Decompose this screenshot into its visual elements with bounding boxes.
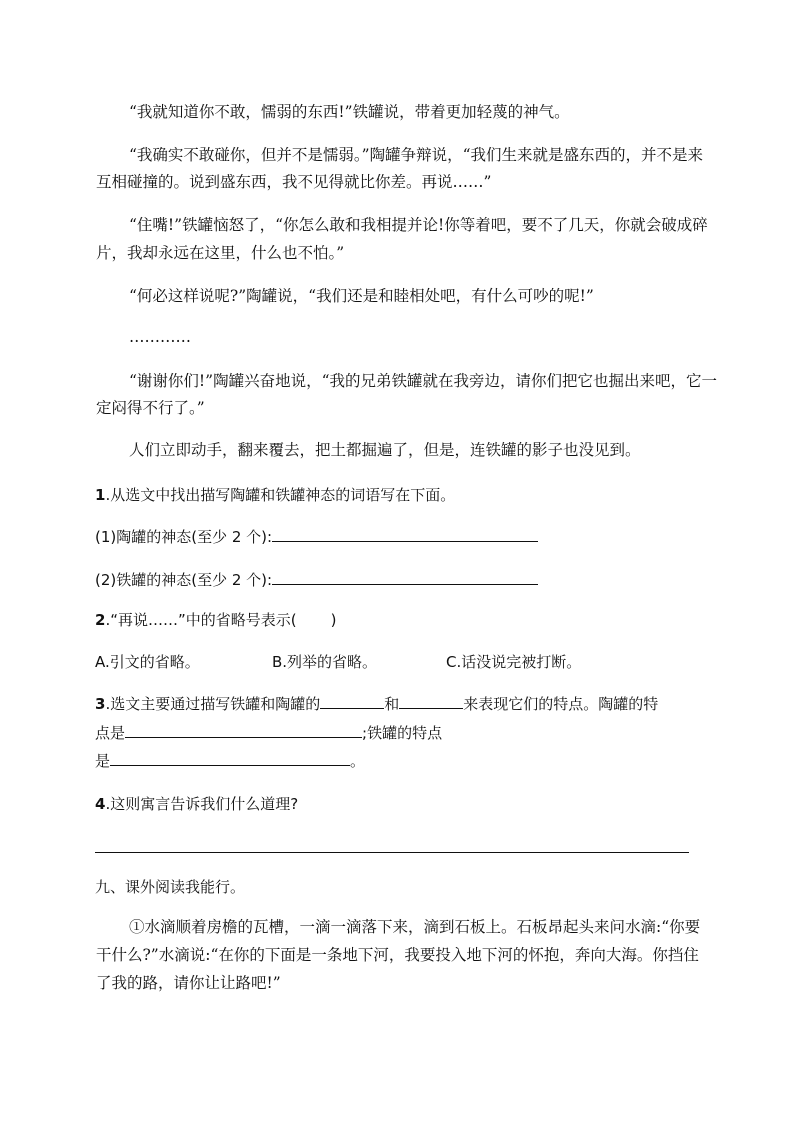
story-paragraph-2-line-2: 互相碰撞的。说到盛东西，我不见得就比你差。再说……” xyxy=(96,173,492,191)
story-paragraph-3-line-2: 片，我却永远在这里，什么也不怕。” xyxy=(96,244,345,262)
question-3-line-3-text-b: 。 xyxy=(350,752,366,770)
question-3-line-2-text-a: 点是 xyxy=(95,724,126,742)
question-1-text: .从选文中找出描写陶罐和铁罐神态的词语写在下面。 xyxy=(105,486,456,504)
question-3-blank-3[interactable] xyxy=(125,723,362,738)
question-1-number: 1 xyxy=(95,486,106,504)
story-paragraph-6: 人们立即动手，翻来覆去，把土都掘遍了，但是，连铁罐的影子也没见到。 xyxy=(129,441,641,459)
question-2-number: 2 xyxy=(95,611,106,629)
question-2-text: .“再说……”中的省略号表示( xyxy=(105,611,297,629)
question-4-number: 4 xyxy=(95,795,106,813)
question-3-text-b: 和 xyxy=(384,695,400,713)
question-1a-answer-blank[interactable] xyxy=(272,527,538,542)
question-3-blank-2[interactable] xyxy=(399,694,463,709)
question-4-text: .这则寓言告诉我们什么道理? xyxy=(105,795,299,813)
question-1b xyxy=(95,569,538,591)
story-paragraph-1: “我就知道你不敢，懦弱的东西!”铁罐说，带着更加轻蔑的神气。 xyxy=(129,103,570,121)
question-3-text-a: .选文主要通过描写铁罐和陶罐的 xyxy=(105,695,321,713)
question-2-close-paren: ) xyxy=(330,611,337,629)
question-3-line-2-text-b: ;铁罐的特点 xyxy=(362,724,443,742)
question-1b-answer-blank[interactable] xyxy=(272,570,538,585)
question-1a xyxy=(95,526,538,548)
question-3-number: 3 xyxy=(95,695,106,713)
question-4 xyxy=(95,793,298,815)
question-3-line-1 xyxy=(95,693,658,715)
question-3-blank-4[interactable] xyxy=(110,751,350,766)
section-9-paragraph-line-1: ①水滴顺着房檐的瓦槽，一滴一滴落下来，滴到石板上。石板昂起头来问水滴:“你要 xyxy=(129,918,701,936)
question-3-text-c: 来表现它们的特点。陶罐的特 xyxy=(463,695,659,713)
story-paragraph-2-line-1: “我确实不敢碰你，但并不是懦弱。”陶罐争辩说，“我们生来就是盛东西的，并不是来 xyxy=(129,146,704,164)
section-9-paragraph-line-2: 干什么?”水滴说:“在你的下面是一条地下河，我要投入地下河的怀抱，奔向大海。你挡住 xyxy=(96,946,699,964)
story-paragraph-5-line-2: 定闷得不行了。” xyxy=(96,399,205,417)
question-3-line-3 xyxy=(95,750,365,772)
question-4-answer-line[interactable] xyxy=(95,852,689,853)
story-paragraph-4: “何必这样说呢?”陶罐说，“我们还是和睦相处吧，有什么可吵的呢!” xyxy=(129,287,594,305)
question-2-option-b: B.列举的省略。 xyxy=(272,653,378,671)
question-2-option-a: A.引文的省略。 xyxy=(95,653,200,671)
story-paragraph-3-line-1: “住嘴!”铁罐恼怒了，“你怎么敢和我相提并论!你等着吧，要不了几天，你就会破成碎 xyxy=(129,216,708,234)
question-1 xyxy=(95,484,455,506)
question-3-blank-1[interactable] xyxy=(320,694,384,709)
question-1b-label: (2)铁罐的神态(至少 2 个): xyxy=(95,571,273,589)
question-3-line-3-text-a: 是 xyxy=(95,752,111,770)
question-2-option-c: C.话没说完被打断。 xyxy=(446,653,582,671)
question-1a-label: (1)陶罐的神态(至少 2 个): xyxy=(95,528,273,546)
story-ellipsis: ………… xyxy=(129,328,191,346)
question-3-line-2 xyxy=(95,722,442,744)
section-9-heading: 九、课外阅读我能行。 xyxy=(95,878,246,896)
story-paragraph-5-line-1: “谢谢你们!”陶罐兴奋地说，“我的兄弟铁罐就在我旁边，请你们把它也掘出来吧，它一 xyxy=(129,372,718,390)
section-9-paragraph-line-3: 了我的路，请你让让路吧!” xyxy=(96,974,281,992)
question-2 xyxy=(95,609,336,631)
